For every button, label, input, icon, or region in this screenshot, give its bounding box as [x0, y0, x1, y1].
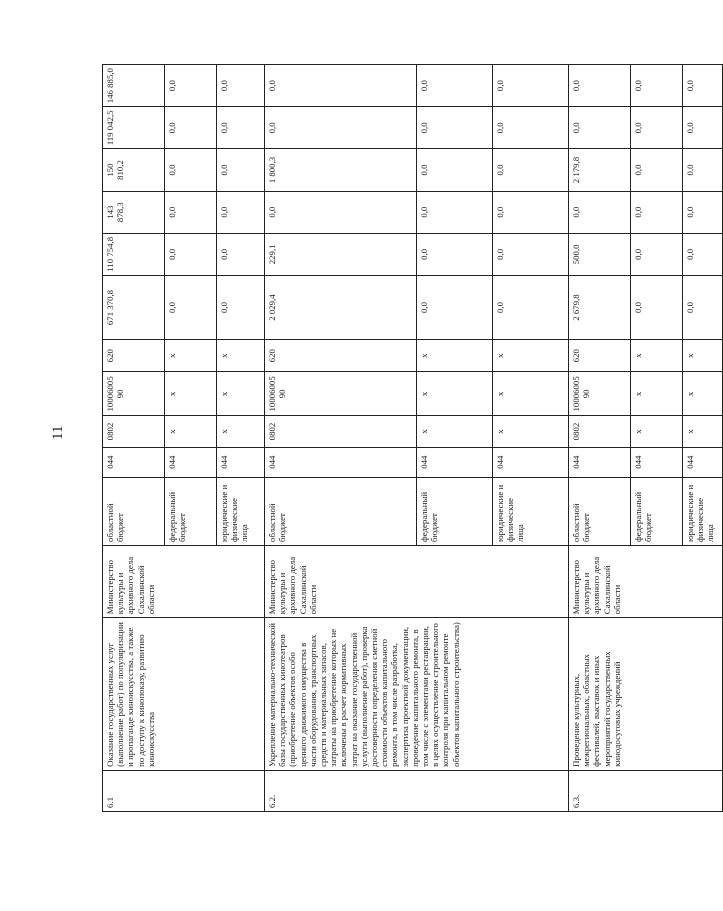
code-rz: x: [683, 416, 723, 447]
row-index: 6.1: [103, 770, 265, 811]
code-vr: x: [631, 340, 683, 372]
year-value: 0,0: [683, 107, 723, 149]
code-ka: 044: [493, 447, 569, 477]
year-value: 0,0: [165, 233, 217, 275]
year-value: 0,0: [683, 149, 723, 191]
code-rz: 0802: [569, 416, 631, 447]
total-value: 2 679,8: [569, 275, 631, 339]
year-value: 110 754,8: [103, 233, 165, 275]
table-row: [265, 65, 417, 812]
year-value: 0,0: [493, 107, 569, 149]
code-rz: 0802: [103, 416, 165, 447]
activity-name: Оказание государственных услуг (выполнение работ) по популяризации и пропаганде киноискусства, а также по доступу к кинопоказу, развитию киноискусства: [103, 618, 265, 771]
year-value: 0,0: [569, 191, 631, 233]
year-value: 0,0: [417, 107, 493, 149]
code-rz: x: [417, 416, 493, 447]
code-ka: 044: [631, 447, 683, 477]
table-row: [103, 65, 165, 812]
code-rz: x: [165, 416, 217, 447]
total-value: 0,0: [493, 275, 569, 339]
year-value: 0,0: [165, 107, 217, 149]
funding-source: федеральный бюджет: [631, 477, 683, 545]
year-value: 1 800,3: [265, 149, 417, 191]
year-value: 0,0: [217, 233, 265, 275]
code-ka: 044: [569, 447, 631, 477]
code-vr: 620: [265, 340, 417, 372]
code-cs: x: [165, 372, 217, 416]
row-index: 6.3.: [569, 770, 723, 811]
table-body: [103, 65, 723, 812]
code-ka: 044: [103, 447, 165, 477]
table-row: [569, 65, 631, 812]
year-value: 0,0: [217, 191, 265, 233]
year-value: 0,0: [417, 149, 493, 191]
rotated-table-container: [102, 64, 716, 812]
year-value: 0,0: [165, 65, 217, 107]
year-value: 0,0: [417, 233, 493, 275]
executor: Министерство культуры и архивного дела Сахалинской области: [103, 545, 265, 617]
code-ka: 044: [165, 447, 217, 477]
year-value: 0,0: [217, 149, 265, 191]
year-value: 229,1: [265, 233, 417, 275]
year-value: 0,0: [683, 65, 723, 107]
year-value: 0,0: [217, 107, 265, 149]
executor: Министерство культуры и архивного дела Сахалинской области: [265, 545, 569, 617]
year-value: 146 885,0: [103, 65, 165, 107]
code-cs: 10006005 90: [265, 372, 417, 416]
code-vr: x: [493, 340, 569, 372]
year-value: 0,0: [265, 191, 417, 233]
year-value: 0,0: [683, 191, 723, 233]
year-value: 0,0: [217, 65, 265, 107]
year-value: 0,0: [417, 191, 493, 233]
funding-source: федеральный бюджет: [165, 477, 217, 545]
year-value: 2 179,8: [569, 149, 631, 191]
year-value: 0,0: [569, 65, 631, 107]
activity-name: Проведение культурных, межрегиональных, областных фестивалей, выставок и иных мероприятий государственных кинодосуговых учреждений: [569, 618, 723, 771]
funding-source: областной бюджет: [265, 477, 417, 545]
year-value: 0,0: [417, 65, 493, 107]
row-index: 6.2.: [265, 770, 569, 811]
code-cs: x: [631, 372, 683, 416]
code-rz: 0802: [265, 416, 417, 447]
year-value: 0,0: [165, 149, 217, 191]
total-value: 0,0: [165, 275, 217, 339]
total-value: 0,0: [417, 275, 493, 339]
code-cs: x: [217, 372, 265, 416]
code-cs: 10006005 90: [103, 372, 165, 416]
code-ka: 044: [417, 447, 493, 477]
year-value: 0,0: [631, 149, 683, 191]
funding-source: федеральный бюджет: [417, 477, 493, 545]
code-ka: 044: [217, 447, 265, 477]
year-value: 0,0: [265, 107, 417, 149]
page-number: 11: [50, 425, 66, 440]
year-value: 143 878,3: [103, 191, 165, 233]
total-value: 671 370,8: [103, 275, 165, 339]
activity-name: Укрепление материально-технической базы государственных кинотеатров (приобретение объектов особо ценного движимого имущества в части оборудования, транспортных средств и материальных запасов, затраты на приобретение которых не включены в расчет нормативных затрат на оказание государственной услуги (выполнение работ), проверка достоверности определения сметной стоимости объектов капитального ремонта, в том числе разработка, экспертиза проектной документации, проведение капитального ремонта, в том числе с элементами реставрации, в целях осуществление строительного контроля при капитальном ремонте объектов капитального строительства): [265, 618, 569, 771]
year-value: 0,0: [631, 65, 683, 107]
funding-source: юридические и физические лица: [683, 477, 723, 545]
code-vr: x: [683, 340, 723, 372]
code-rz: x: [217, 416, 265, 447]
year-value: 0,0: [493, 149, 569, 191]
executor: Министерство культуры и архивного дела Сахалинской области: [569, 545, 723, 617]
code-rz: x: [631, 416, 683, 447]
code-cs: x: [683, 372, 723, 416]
code-vr: 620: [569, 340, 631, 372]
code-vr: x: [165, 340, 217, 372]
year-value: 0,0: [631, 107, 683, 149]
year-value: 0,0: [493, 65, 569, 107]
code-vr: x: [217, 340, 265, 372]
funding-source: областной бюджет: [103, 477, 165, 545]
funding-source: юридические и физические лица: [493, 477, 569, 545]
total-value: 0,0: [217, 275, 265, 339]
total-value: 2 029,4: [265, 275, 417, 339]
funding-source: юридические и физические лица: [217, 477, 265, 545]
year-value: 0,0: [631, 191, 683, 233]
year-value: 0,0: [265, 65, 417, 107]
code-cs: x: [493, 372, 569, 416]
year-value: 0,0: [493, 191, 569, 233]
code-ka: 044: [265, 447, 417, 477]
code-cs: 10006005 90: [569, 372, 631, 416]
year-value: 0,0: [569, 107, 631, 149]
code-ka: 044: [683, 447, 723, 477]
funding-source: областной бюджет: [569, 477, 631, 545]
code-vr: 620: [103, 340, 165, 372]
code-cs: x: [417, 372, 493, 416]
budget-table: [102, 64, 723, 812]
year-value: 0,0: [631, 233, 683, 275]
year-value: 0,0: [493, 233, 569, 275]
code-vr: x: [417, 340, 493, 372]
year-value: 500,0: [569, 233, 631, 275]
year-value: 0,0: [683, 233, 723, 275]
code-rz: x: [493, 416, 569, 447]
year-value: 119 042,5: [103, 107, 165, 149]
total-value: 0,0: [631, 275, 683, 339]
year-value: 150 810,2: [103, 149, 165, 191]
year-value: 0,0: [165, 191, 217, 233]
total-value: 0,0: [683, 275, 723, 339]
